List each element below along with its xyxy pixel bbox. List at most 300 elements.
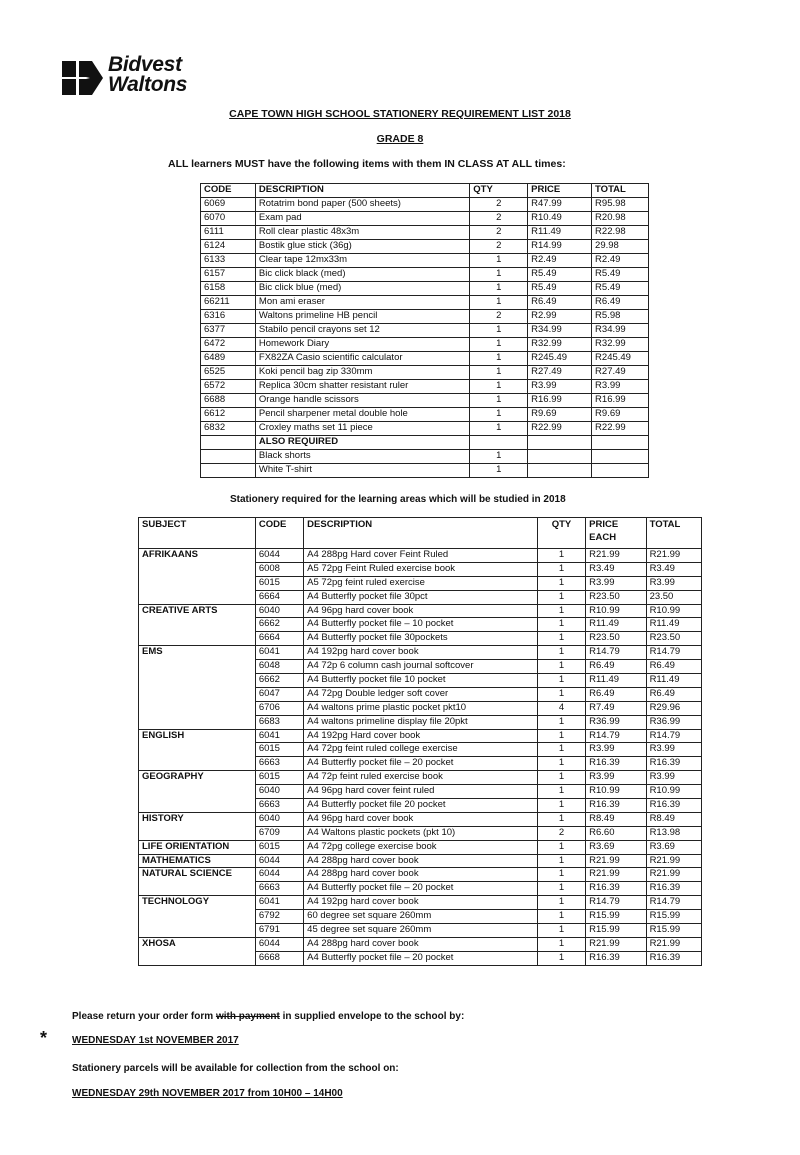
table-cell: 6015 (255, 840, 303, 854)
table-cell: 1 (470, 296, 528, 310)
table-cell: 6124 (201, 240, 256, 254)
table-cell: R10.99 (586, 785, 646, 799)
table-cell: R27.49 (592, 366, 649, 380)
table-cell: R11.49 (528, 226, 592, 240)
table-row (139, 715, 702, 729)
table-cell: 6111 (201, 226, 256, 240)
table-row (139, 576, 702, 590)
table-row (139, 729, 702, 743)
table-cell: R16.39 (646, 757, 701, 771)
table-cell: 1 (470, 450, 528, 464)
table-cell: A4 72pg feint ruled college exercise (304, 743, 538, 757)
subject-cell (139, 632, 256, 646)
subject-cell: XHOSA (139, 937, 256, 951)
grade-title: GRADE 8 (376, 133, 424, 145)
table-row (201, 268, 649, 282)
table-cell: R22.99 (592, 422, 649, 436)
table-cell: 1 (470, 324, 528, 338)
table-cell: White T-shirt (255, 464, 469, 478)
table-cell: 6044 (255, 854, 303, 868)
table-row (201, 240, 649, 254)
table-cell: R245.49 (592, 352, 649, 366)
table-cell: 6792 (255, 910, 303, 924)
collection-instruction: Stationery parcels will be available for collection from the school on: (72, 1063, 399, 1074)
table-cell: R3.99 (646, 743, 701, 757)
table-row (139, 757, 702, 771)
table-row (139, 951, 702, 965)
table-cell: R10.49 (528, 212, 592, 226)
table-row (139, 882, 702, 896)
table-cell: 1 (537, 812, 585, 826)
table-cell: R27.49 (528, 366, 592, 380)
table-row (139, 854, 702, 868)
table-cell: 6706 (255, 701, 303, 715)
table-cell: R10.99 (646, 785, 701, 799)
table-cell: R34.99 (528, 324, 592, 338)
subject-cell (139, 590, 256, 604)
table-cell: 1 (470, 282, 528, 296)
table-cell: R3.99 (528, 380, 592, 394)
table-row (201, 450, 649, 464)
bidvest-waltons-logo (62, 53, 212, 101)
table-cell: R6.60 (586, 826, 646, 840)
table-cell: R3.49 (646, 562, 701, 576)
table-cell: 6047 (255, 687, 303, 701)
table-cell: R21.99 (586, 937, 646, 951)
table-cell: R14.79 (646, 896, 701, 910)
table-row (201, 352, 649, 366)
table-cell: A4 Butterfly pocket file 30pct (304, 590, 538, 604)
table-cell: 1 (537, 840, 585, 854)
table-cell (528, 450, 592, 464)
table-cell: 6663 (255, 757, 303, 771)
header-cell: QTY (537, 518, 585, 549)
subject-cell (139, 882, 256, 896)
table-cell: 1 (470, 268, 528, 282)
table-cell: Pencil sharpener metal double hole (255, 408, 469, 422)
table-cell: 6664 (255, 632, 303, 646)
table-cell: R16.39 (646, 799, 701, 813)
table-row (201, 254, 649, 268)
table-cell (592, 436, 649, 450)
table-cell: 2 (470, 240, 528, 254)
table-cell: R16.39 (586, 882, 646, 896)
table-cell (592, 464, 649, 478)
return-text-struck: with payment (215, 1011, 280, 1022)
table-cell: R11.49 (586, 674, 646, 688)
table-row (201, 282, 649, 296)
table-row (139, 604, 702, 618)
table-cell: 6832 (201, 422, 256, 436)
also-required-row (201, 436, 649, 450)
table-cell: R14.79 (646, 646, 701, 660)
subject-cell (139, 826, 256, 840)
table-row (139, 660, 702, 674)
table-cell (201, 464, 256, 478)
table-cell: 1 (470, 394, 528, 408)
table-row (139, 924, 702, 938)
table-cell: 1 (537, 674, 585, 688)
header-cell: PRICE EACH (586, 518, 646, 549)
table-cell: 6668 (255, 951, 303, 965)
table-cell: A4 waltons prime plastic pocket pkt10 (304, 701, 538, 715)
table-cell: R9.69 (592, 408, 649, 422)
also-required-label: ALSO REQUIRED (255, 436, 469, 450)
table-cell: Black shorts (255, 450, 469, 464)
table-cell: R9.69 (528, 408, 592, 422)
table-cell: 1 (537, 660, 585, 674)
table-cell: R5.49 (528, 282, 592, 296)
table-cell: R22.99 (528, 422, 592, 436)
table-cell: 6688 (201, 394, 256, 408)
table-cell: 6709 (255, 826, 303, 840)
handwritten-asterisk: * (40, 1028, 48, 1048)
table-cell: A4 72pg college exercise book (304, 840, 538, 854)
table-cell: 1 (537, 729, 585, 743)
table-cell: 6040 (255, 785, 303, 799)
header-cell: PRICE (528, 184, 592, 198)
table-cell: R21.99 (586, 549, 646, 563)
table-row (201, 212, 649, 226)
table-row (139, 590, 702, 604)
table-cell: R21.99 (586, 868, 646, 882)
table-cell: 6662 (255, 674, 303, 688)
table-cell: R5.98 (592, 310, 649, 324)
table-cell: R11.49 (646, 618, 701, 632)
logo-mark-icon (62, 59, 104, 97)
collection-date: WEDNESDAY 29th NOVEMBER 2017 from 10H00 – 14H00 (72, 1088, 343, 1099)
subject-cell (139, 743, 256, 757)
subject-cell: ENGLISH (139, 729, 256, 743)
table-cell: 1 (537, 951, 585, 965)
table-cell: 45 degree set square 260mm (304, 924, 538, 938)
table-cell: R2.99 (528, 310, 592, 324)
table-cell: Stabilo pencil crayons set 12 (255, 324, 469, 338)
subject-cell (139, 562, 256, 576)
table-cell: 1 (537, 743, 585, 757)
table-cell: 1 (470, 338, 528, 352)
table-cell: 6069 (201, 198, 256, 212)
table-row (139, 799, 702, 813)
table-cell: R3.99 (646, 771, 701, 785)
table-cell: 6525 (201, 366, 256, 380)
table-cell: 66211 (201, 296, 256, 310)
table-cell: R16.39 (586, 799, 646, 813)
table-cell: R21.99 (646, 549, 701, 563)
table-cell: R16.39 (646, 882, 701, 896)
table-cell: 1 (537, 771, 585, 785)
header-cell: SUBJECT (139, 518, 256, 549)
table-cell: R6.49 (586, 687, 646, 701)
table-cell: 6048 (255, 660, 303, 674)
table-cell: 6015 (255, 771, 303, 785)
table-row (139, 771, 702, 785)
table-cell: A4 72p 6 column cash journal softcover (304, 660, 538, 674)
table-cell: R14.79 (586, 729, 646, 743)
table-cell: A5 72pg feint ruled exercise (304, 576, 538, 590)
subject-cell: NATURAL SCIENCE (139, 868, 256, 882)
table-cell: R34.99 (592, 324, 649, 338)
table-cell (201, 436, 256, 450)
table-cell: Bic click blue (med) (255, 282, 469, 296)
subject-cell: AFRIKAANS (139, 549, 256, 563)
table-row (139, 701, 702, 715)
table-cell: 1 (537, 937, 585, 951)
intro-text: ALL learners MUST have the following items with them IN CLASS AT ALL times: (168, 158, 566, 170)
table-cell: R21.99 (646, 868, 701, 882)
table-row (201, 296, 649, 310)
table-cell: R32.99 (528, 338, 592, 352)
table-cell: Clear tape 12mx33m (255, 254, 469, 268)
logo-text (108, 55, 187, 95)
subject-cell: EMS (139, 646, 256, 660)
table-cell: R14.79 (646, 729, 701, 743)
table-cell: A4 Waltons plastic pockets (pkt 10) (304, 826, 538, 840)
table-cell: 1 (537, 910, 585, 924)
table-row (139, 785, 702, 799)
table-cell (528, 436, 592, 450)
table-row (201, 324, 649, 338)
table-cell: Croxley maths set 11 piece (255, 422, 469, 436)
table-cell: 6008 (255, 562, 303, 576)
table-cell: 6316 (201, 310, 256, 324)
subject-cell (139, 757, 256, 771)
table-row (139, 868, 702, 882)
table-cell: 1 (537, 562, 585, 576)
subject-cell (139, 799, 256, 813)
table-cell: 6157 (201, 268, 256, 282)
table-cell: 6040 (255, 604, 303, 618)
table-row (139, 840, 702, 854)
table-cell: 1 (537, 632, 585, 646)
table-cell: A4 waltons primeline display file 20pkt (304, 715, 538, 729)
table-cell: 60 degree set square 260mm (304, 910, 538, 924)
table-cell: 2 (470, 310, 528, 324)
table-cell: A4 Butterfly pocket file – 20 pocket (304, 882, 538, 896)
table-cell: A4 96pg hard cover book (304, 604, 538, 618)
table-row (201, 380, 649, 394)
table-cell: 6158 (201, 282, 256, 296)
table-cell: R15.99 (586, 910, 646, 924)
table-cell: 6472 (201, 338, 256, 352)
table-cell: 1 (470, 366, 528, 380)
table-cell: R6.49 (592, 296, 649, 310)
table-cell: 1 (470, 380, 528, 394)
subject-cell (139, 924, 256, 938)
subject-cell: MATHEMATICS (139, 854, 256, 868)
table-cell: R8.49 (586, 812, 646, 826)
table-cell: A4 72pg Double ledger soft cover (304, 687, 538, 701)
table-cell: 6044 (255, 937, 303, 951)
table-cell: 1 (537, 799, 585, 813)
table-cell: Waltons primeline HB pencil (255, 310, 469, 324)
table-row (139, 674, 702, 688)
table-cell: Bostik glue stick (36g) (255, 240, 469, 254)
table-cell: 1 (537, 785, 585, 799)
table-cell: A4 96pg hard cover book (304, 812, 538, 826)
table-cell: 1 (537, 576, 585, 590)
table-cell: R29.96 (646, 701, 701, 715)
table-cell: 6040 (255, 812, 303, 826)
table-cell: R21.99 (586, 854, 646, 868)
table-cell: 6041 (255, 896, 303, 910)
table-cell: R16.39 (586, 757, 646, 771)
table-cell: R22.98 (592, 226, 649, 240)
table-cell: R10.99 (646, 604, 701, 618)
table-cell: 2 (470, 198, 528, 212)
table-cell: Replica 30cm shatter resistant ruler (255, 380, 469, 394)
table-cell (528, 464, 592, 478)
table-cell: 6662 (255, 618, 303, 632)
table-row (201, 198, 649, 212)
table-row (139, 646, 702, 660)
table-cell: R23.50 (646, 632, 701, 646)
table-cell: R3.99 (586, 576, 646, 590)
table-row (201, 464, 649, 478)
table-row (201, 338, 649, 352)
table-cell: R7.49 (586, 701, 646, 715)
subject-cell (139, 785, 256, 799)
subject-cell (139, 910, 256, 924)
table-cell: R10.99 (586, 604, 646, 618)
table-cell: R95.98 (592, 198, 649, 212)
table-row (139, 632, 702, 646)
table-cell: R20.98 (592, 212, 649, 226)
subject-cell: TECHNOLOGY (139, 896, 256, 910)
table-row (139, 826, 702, 840)
table-cell: 4 (537, 701, 585, 715)
table-cell: 1 (537, 896, 585, 910)
table-row (201, 394, 649, 408)
subject-cell (139, 951, 256, 965)
table-cell: R36.99 (646, 715, 701, 729)
table-row (201, 422, 649, 436)
table-cell: R15.99 (646, 910, 701, 924)
subject-cell: CREATIVE ARTS (139, 604, 256, 618)
table-cell: R16.99 (528, 394, 592, 408)
header-cell: QTY (470, 184, 528, 198)
table-cell: Exam pad (255, 212, 469, 226)
table-cell: 1 (537, 854, 585, 868)
table-cell: 6489 (201, 352, 256, 366)
table-cell: 6041 (255, 729, 303, 743)
table-row (201, 366, 649, 380)
table-cell: R15.99 (646, 924, 701, 938)
table-cell: R3.99 (646, 576, 701, 590)
table-cell: 2 (470, 212, 528, 226)
table-cell: 1 (537, 924, 585, 938)
table-cell: 1 (537, 549, 585, 563)
table-cell (592, 450, 649, 464)
table-row (139, 937, 702, 951)
table-cell: R11.49 (586, 618, 646, 632)
table-cell: Mon ami eraser (255, 296, 469, 310)
table-cell: Roll clear plastic 48x3m (255, 226, 469, 240)
table-cell: 6663 (255, 799, 303, 813)
table-cell: R16.99 (592, 394, 649, 408)
table-cell: R14.79 (586, 646, 646, 660)
table-cell: 6791 (255, 924, 303, 938)
table-cell: A4 Butterfly pocket file 20 pocket (304, 799, 538, 813)
table-cell: R3.99 (592, 380, 649, 394)
table-cell: 6044 (255, 549, 303, 563)
table-row (201, 408, 649, 422)
table-cell: 23.50 (646, 590, 701, 604)
subject-cell (139, 701, 256, 715)
table-cell: A4 192pg hard cover book (304, 896, 538, 910)
subject-cell: GEOGRAPHY (139, 771, 256, 785)
subject-cell (139, 618, 256, 632)
table-cell: Rotatrim bond paper (500 sheets) (255, 198, 469, 212)
table-cell: R6.49 (528, 296, 592, 310)
table-cell: 1 (470, 408, 528, 422)
brand-line-2: Waltons (108, 73, 188, 96)
table-cell: Homework Diary (255, 338, 469, 352)
table-cell: R245.49 (528, 352, 592, 366)
header-cell: CODE (255, 518, 303, 549)
table-row (139, 812, 702, 826)
header-cell: DESCRIPTION (255, 184, 469, 198)
header-cell: TOTAL (646, 518, 701, 549)
table-cell: 1 (470, 352, 528, 366)
table-cell: 1 (537, 604, 585, 618)
table-cell: Koki pencil bag zip 330mm (255, 366, 469, 380)
table-cell: A4 288pg Hard cover Feint Ruled (304, 549, 538, 563)
list-title: CAPE TOWN HIGH SCHOOL STATIONERY REQUIREMENT LIST 2018 (229, 108, 571, 120)
subject-cell (139, 660, 256, 674)
table-cell: R21.99 (646, 937, 701, 951)
table-row (201, 226, 649, 240)
table-cell: R14.99 (528, 240, 592, 254)
table-cell: R2.49 (592, 254, 649, 268)
table-cell: R3.69 (586, 840, 646, 854)
table-cell: R14.79 (586, 896, 646, 910)
table-cell: R6.49 (646, 687, 701, 701)
table-cell: R23.50 (586, 590, 646, 604)
table-cell: 1 (537, 715, 585, 729)
table-cell: A4 72p feint ruled exercise book (304, 771, 538, 785)
table-cell: A4 288pg hard cover book (304, 868, 538, 882)
table-cell: A4 288pg hard cover book (304, 937, 538, 951)
table-cell: R21.99 (646, 854, 701, 868)
learning-areas-table (138, 517, 702, 966)
table-cell: R3.49 (586, 562, 646, 576)
table-cell: 1 (537, 882, 585, 896)
table-row (139, 896, 702, 910)
table-cell: A4 96pg hard cover feint ruled (304, 785, 538, 799)
return-instruction (72, 1011, 464, 1022)
table-cell: R13.98 (646, 826, 701, 840)
table-cell: 6377 (201, 324, 256, 338)
table-cell: 1 (470, 254, 528, 268)
table-cell: R11.49 (646, 674, 701, 688)
table-cell: R3.99 (586, 771, 646, 785)
table-cell: R2.49 (528, 254, 592, 268)
return-date: WEDNESDAY 1st NOVEMBER 2017 (72, 1035, 239, 1046)
table-cell: 2 (470, 226, 528, 240)
table-cell: 1 (537, 757, 585, 771)
header-cell: TOTAL (592, 184, 649, 198)
table-cell: 6612 (201, 408, 256, 422)
subject-cell (139, 687, 256, 701)
table-cell: A4 Butterfly pocket file – 20 pocket (304, 951, 538, 965)
table-cell: R32.99 (592, 338, 649, 352)
subject-cell (139, 674, 256, 688)
table-cell: R23.50 (586, 632, 646, 646)
table-cell: R16.39 (646, 951, 701, 965)
table-row (139, 743, 702, 757)
table-cell: 6015 (255, 576, 303, 590)
